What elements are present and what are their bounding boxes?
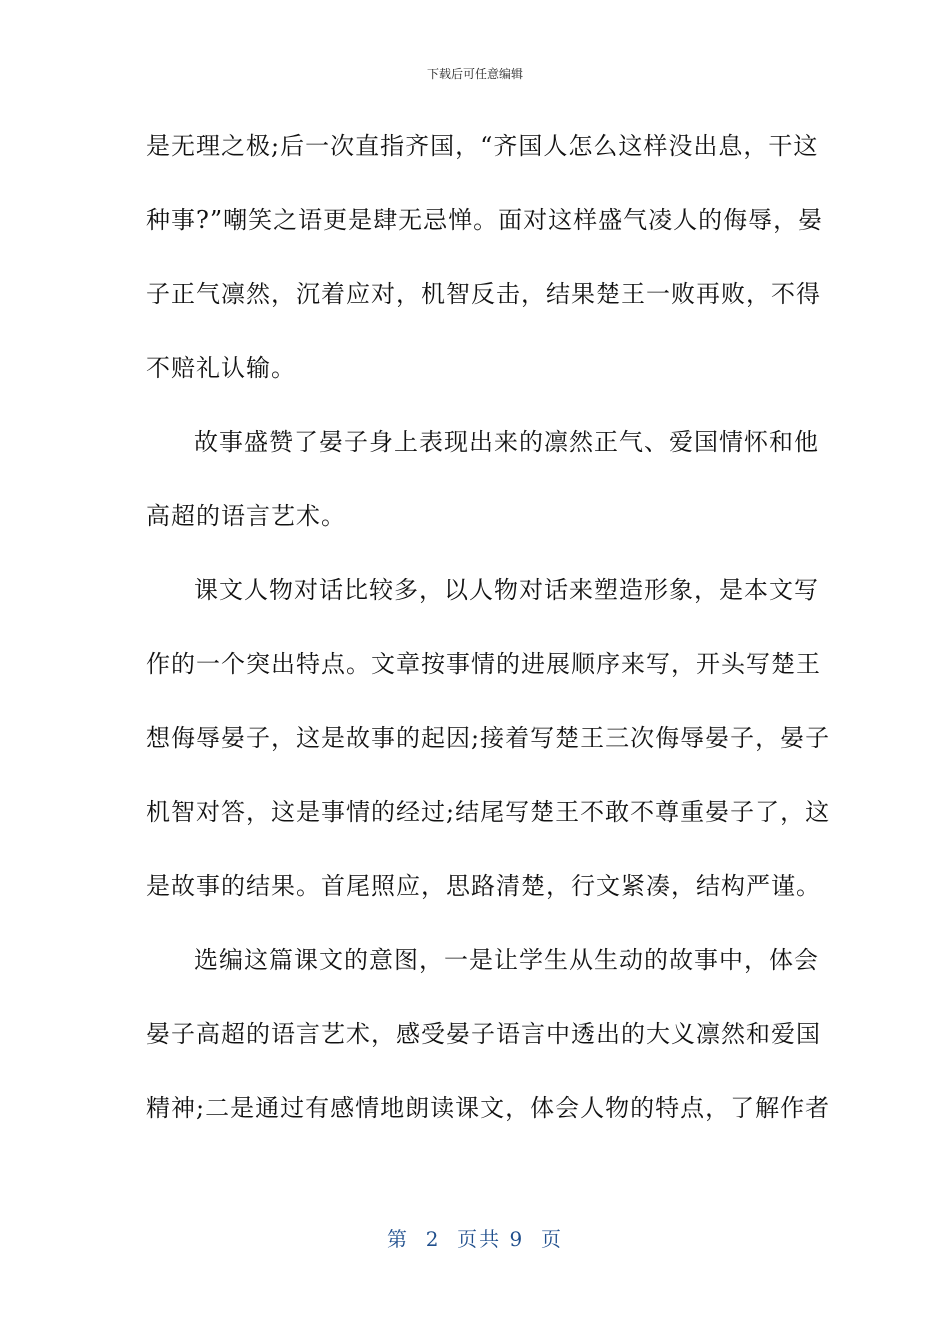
page-header: 下载后可任意编辑 xyxy=(426,67,523,81)
paragraph-first-line: 选编这篇课文的意图，一是让学生从生动的故事中，体会 xyxy=(194,946,819,974)
body-text xyxy=(146,116,831,1152)
text-line: 晏子高超的语言艺术，感受晏子语言中透出的大义凛然和爱国 xyxy=(146,1020,821,1048)
page-number-footer: 第 2 页共 9 页 xyxy=(387,1227,563,1251)
text-line: 精神;二是通过有感情地朗读课文，体会人物的特点，了解作者 xyxy=(146,1094,831,1122)
text-line: 是无理之极;后一次直指齐国，“齐国人怎么这样没出息，干这 xyxy=(146,132,819,160)
text-line: 种事?”嘲笑之语更是肆无忌惮。面对这样盛气凌人的侮辱，晏 xyxy=(146,206,824,234)
paragraph-first-line: 课文人物对话比较多，以人物对话来塑造形象，是本文写 xyxy=(194,576,819,604)
text-line: 机智对答，这是事情的经过;结尾写楚王不敢不尊重晏子了，这 xyxy=(146,798,831,826)
paragraph-first-line: 故事盛赞了晏子身上表现出来的凛然正气、爱国情怀和他 xyxy=(194,428,819,456)
text-line: 想侮辱晏子，这是故事的起因;接着写楚王三次侮辱晏子，晏子 xyxy=(146,724,831,752)
text-line: 不赔礼认输。 xyxy=(146,354,296,382)
text-line: 高超的语言艺术。 xyxy=(146,502,346,530)
text-line: 作的一个突出特点。文章按事情的进展顺序来写，开头写楚王 xyxy=(146,650,821,678)
text-line: 子正气凛然，沉着应对，机智反击，结果楚王一败再败，不得 xyxy=(146,280,821,308)
text-line: 是故事的结果。首尾照应，思路清楚，行文紧凑，结构严谨。 xyxy=(146,872,821,900)
